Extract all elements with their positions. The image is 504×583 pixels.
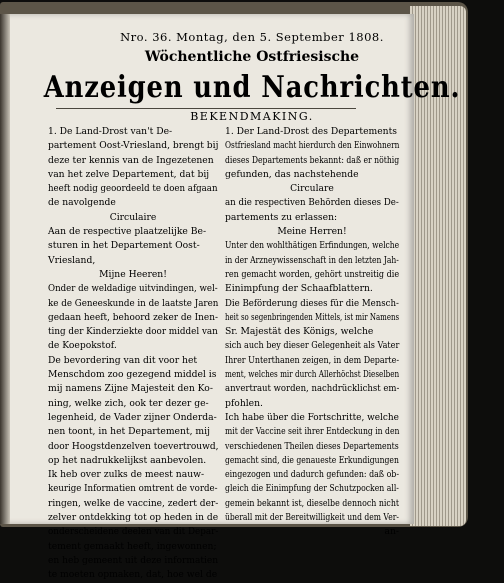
text-line: Einimpfung der Schaafblattern. [225,283,373,295]
text-line: dieses Departements bekannt: daß er nöthig [225,154,400,166]
text-line: Sr. Majestät des Königs, welche [225,326,374,338]
text-line: ren gemacht worden, gehört unstreitig die [225,268,400,280]
text-line: tement gemaakt heeft, ingewonnen; [48,540,217,552]
text-line: Die Beförderung dieses für die Mensch- [225,297,399,309]
text-line: 1. Der Land-Drost des Departements [225,126,398,137]
text-line: an die respectiven Behörden dieses De- [225,197,399,209]
dutch-column [48,125,218,583]
text-line: de Koepokstof. [48,340,117,352]
text-line: Unter den wohlthätigen Erfindungen, welche [225,240,400,252]
text-line: Circulare [290,183,334,195]
text-line: ringen, welke de vaccine, zedert der- [48,497,219,509]
text-line: gemein bekannt ist, dieselbe dennoch nicht [225,497,400,509]
text-line: 1. De Land-Drost van't De- [48,126,173,137]
text-line: überall mit der Bereitwilligkeit und dem Ver- [225,512,399,524]
text-line: ning, welke zich, ook ter dezer ge- [48,397,209,409]
text-line: nen toont, in het Departement, mij [48,426,210,438]
text-line: sich auch bey dieser Gelegenheit als Vater [225,340,400,352]
text-line: verschiedenen Theilen dieses Departements [225,440,399,452]
text-line: ting der Kinderziekte door middel van [48,326,218,338]
text-line: an- [384,526,399,538]
text-line: Ich habe über die Fortschritte, welche [225,411,399,423]
text-line: onderscheidene deelen van dit Depar- [48,526,219,538]
text-line: te moeten opmaken, dat, hoe wel de [48,569,218,581]
text-line: heit so segenbringenden Mittels, ist mir Namens [225,311,400,323]
newspaper-title: Anzeigen und Nachrichten. [43,70,461,105]
text-line: mij namens Zijne Majesteit den Ko- [48,383,213,395]
text-line: Ostfriesland macht hierdurch den Einwohnern [225,140,400,152]
text-line: ke de Geneeskunde in de laatste Jaren [48,297,219,309]
text-line: eingezogen und dadurch gefunden: daß ob- [225,469,400,481]
text-line: deze ter kennis van de Ingezetenen [48,154,214,166]
text-line: Menschdom zoo gezegend middel is [48,369,217,381]
text-line: in der Arzneywissenschaft in den letzten Jah- [225,254,399,266]
text-line: anvertraut worden, nachdrücklichst em- [225,383,400,395]
newspaper-subtitle: Wöchentliche Ostfriesische [144,49,360,65]
announcement-heading: BEKENDMAKING. [190,110,314,123]
text-line: heeft nodig geoordeeld te doen afgaan [48,183,218,195]
book-spine [0,14,10,524]
text-line: gefunden, das nachstehende [225,168,359,180]
text-line: door Hoogstdenzelven toevertrouwd, [48,440,219,452]
text-line: pfohlen. [225,397,263,409]
text-line: De bevordering van dit voor het [48,354,198,366]
text-line: sturen in het Departement Oost- [48,240,200,252]
text-line: gleich die Einimpfung der Schutzpocken all- [225,483,399,495]
text-line: ment, welches mir durch Allerhöchst Dieselben [225,369,400,381]
text-line: op het nadrukkelijkst aanbevolen. [48,454,207,466]
text-line: Aan de respective plaatzelijke Be- [48,226,207,238]
text-line: Circulaire [109,211,157,223]
text-line: Mijne Heeren! [99,268,167,280]
text-line: en heb gemeent uit deze informatien [48,554,219,566]
text-line: de navolgende [48,197,116,209]
text-line: Ihrer Unterthanen zeigen, in dem Departe- [225,354,400,366]
text-line: Vriesland, [48,254,96,266]
text-line: gedaan heeft, behoord zeker de Inen- [48,311,218,323]
german-column [225,125,399,540]
text-line: partements zu erlassen: [225,211,338,223]
text-line: partement Oost-Vriesland, brengt bij [48,140,219,152]
text-line: zelver ontdekking tot op heden in de [48,512,219,524]
text-line: Onder de weldadige uitvindingen, wel- [48,283,218,295]
text-line: Ik heb over zulks de meest nauw- [48,469,205,481]
text-line: van het zelve Departement, dat bij [48,168,210,180]
text-line: keurige Informatien omtrent de vorde- [48,483,218,495]
text-line: mit der Vaccine seit ihrer Entdeckung in den [225,426,400,438]
text-line: legenheid, de Vader zijner Onderda- [48,411,217,423]
header-rule [56,108,356,109]
text-line: Meine Herren! [277,226,347,238]
issue-line: Nro. 36. Montag, den 5. September 1808. [120,30,384,44]
text-line: gemacht sind, die genaueste Erkundigungen [225,454,399,466]
